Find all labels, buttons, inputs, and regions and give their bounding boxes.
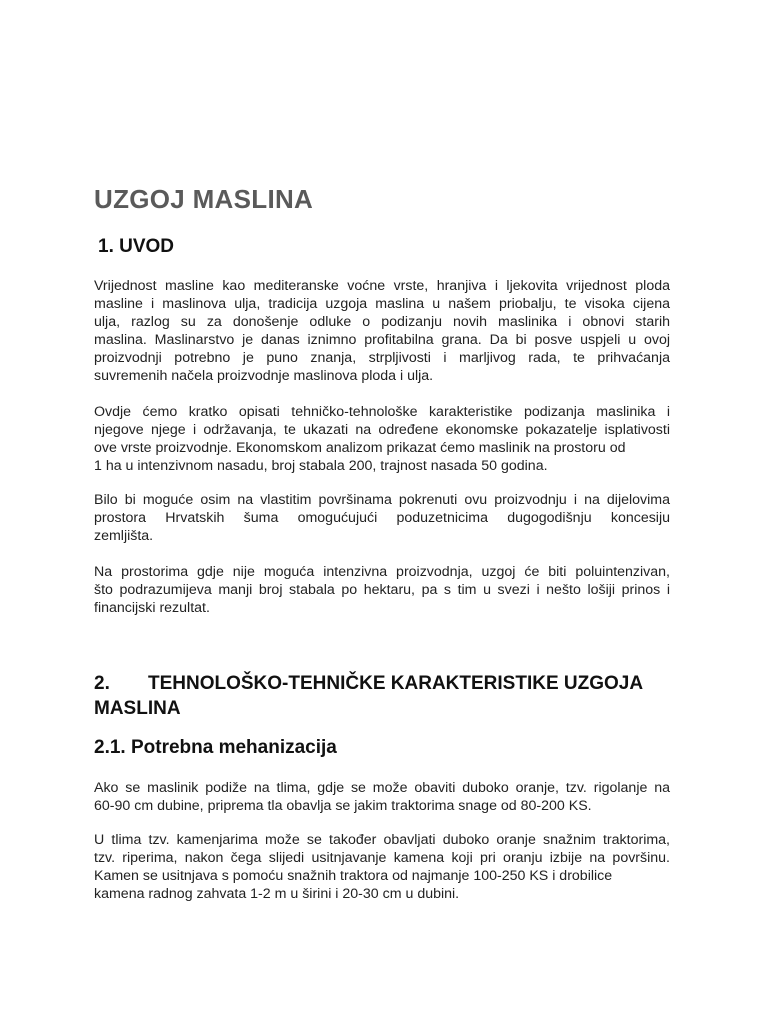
paragraph-mechanization-1 bbox=[94, 779, 670, 815]
text-line: Na prostorima gdje nije moguća intenzivna proizvodnja, uzgoj će biti poluintenzivan, bbox=[94, 564, 670, 580]
text-line: Vrijednost masline kao mediteranske voćne vrste, hranjiva i ljekovita vrijednost ploda bbox=[94, 278, 670, 294]
paragraph-mechanization-2 bbox=[94, 831, 670, 903]
section-1-heading: 1. UVOD bbox=[98, 236, 175, 257]
text-line: Ako se maslinik podiže na tlima, gdje se može obaviti duboko oranje, tzv. rigolanje na bbox=[94, 780, 670, 796]
paragraph-intro-2 bbox=[94, 403, 670, 475]
text-line: ove vrste proizvodnje. Ekonomskom analizom prikazat ćemo maslinik na prostoru od bbox=[94, 440, 626, 456]
text-line: što podrazumijeva manji broj stabala po hektaru, pa s tim u svezi i nešto lošiji prinos i bbox=[94, 582, 670, 598]
text-line: njegove njege i održavanja, te ukazati na određene ekonomske pokazatelje isplativosti bbox=[94, 422, 670, 438]
text-line: Kamen se usitnjava s pomoću snažnih traktora od najmanje 100-250 KS i drobilice bbox=[94, 868, 613, 884]
text-line: Bilo bi moguće osim na vlastitim površinama pokrenuti ovu proizvodnju i na dijelovima bbox=[94, 492, 670, 508]
text-line: zemljišta. bbox=[94, 528, 154, 544]
section-2-heading bbox=[94, 671, 674, 721]
text-line: kamena radnog zahvata 1-2 m u širini i 20-30 cm u dubini. bbox=[94, 886, 460, 902]
subsection-2-1-heading: 2.1. Potrebna mehanizacija bbox=[94, 737, 337, 758]
text-line: tzv. riperima, nakon čega slijedi usitnjavanje kamena koji pri oranju izbije na površinu. bbox=[94, 850, 670, 866]
text-line: proizvodnji potrebno je puno znanja, strpljivosti i marljivog rada, te prihvaćanja bbox=[94, 350, 670, 366]
paragraph-intro-4 bbox=[94, 563, 670, 617]
document-title: UZGOJ MASLINA bbox=[94, 184, 314, 214]
text-line: maslina. Maslinarstvo je danas iznimno profitabilna grana. Da bi posve uspjeli u ovoj bbox=[94, 332, 670, 348]
text-line: prostora Hrvatskih šuma omogućujući poduzetnicima dugogodišnju koncesiju bbox=[94, 510, 670, 526]
text-line: masline i maslinova ulja, tradicija uzgoja maslina u našem priobalju, te visoka cijena bbox=[94, 296, 670, 312]
text-line: U tlima tzv. kamenjarima može se također obavljati duboko oranje snažnim traktorima, bbox=[94, 832, 670, 848]
section-2-heading-line2: MASLINA bbox=[94, 698, 181, 719]
text-line: 60-90 cm dubine, priprema tla obavlja se jakim traktorima snage od 80-200 KS. bbox=[94, 798, 592, 814]
section-2-number: 2. bbox=[94, 673, 110, 694]
text-line: suvremenih načela proizvodnje maslinova ploda i ulja. bbox=[94, 368, 434, 384]
text-line: Ovdje ćemo kratko opisati tehničko-tehnološke karakteristike podizanja maslinika i bbox=[94, 404, 670, 420]
text-line: 1 ha u intenzivnom nasadu, broj stabala 200, trajnost nasada 50 godina. bbox=[94, 458, 548, 474]
section-2-heading-line1: TEHNOLOŠKO-TEHNIČKE KARAKTERISTIKE UZGOJA bbox=[148, 673, 644, 694]
text-line: ulja, razlog su za donošenje odluke o podizanju novih maslinika i obnovi starih bbox=[94, 314, 670, 330]
paragraph-intro-3 bbox=[94, 491, 670, 545]
text-line: financijski rezultat. bbox=[94, 600, 210, 616]
paragraph-intro-1 bbox=[94, 277, 670, 385]
